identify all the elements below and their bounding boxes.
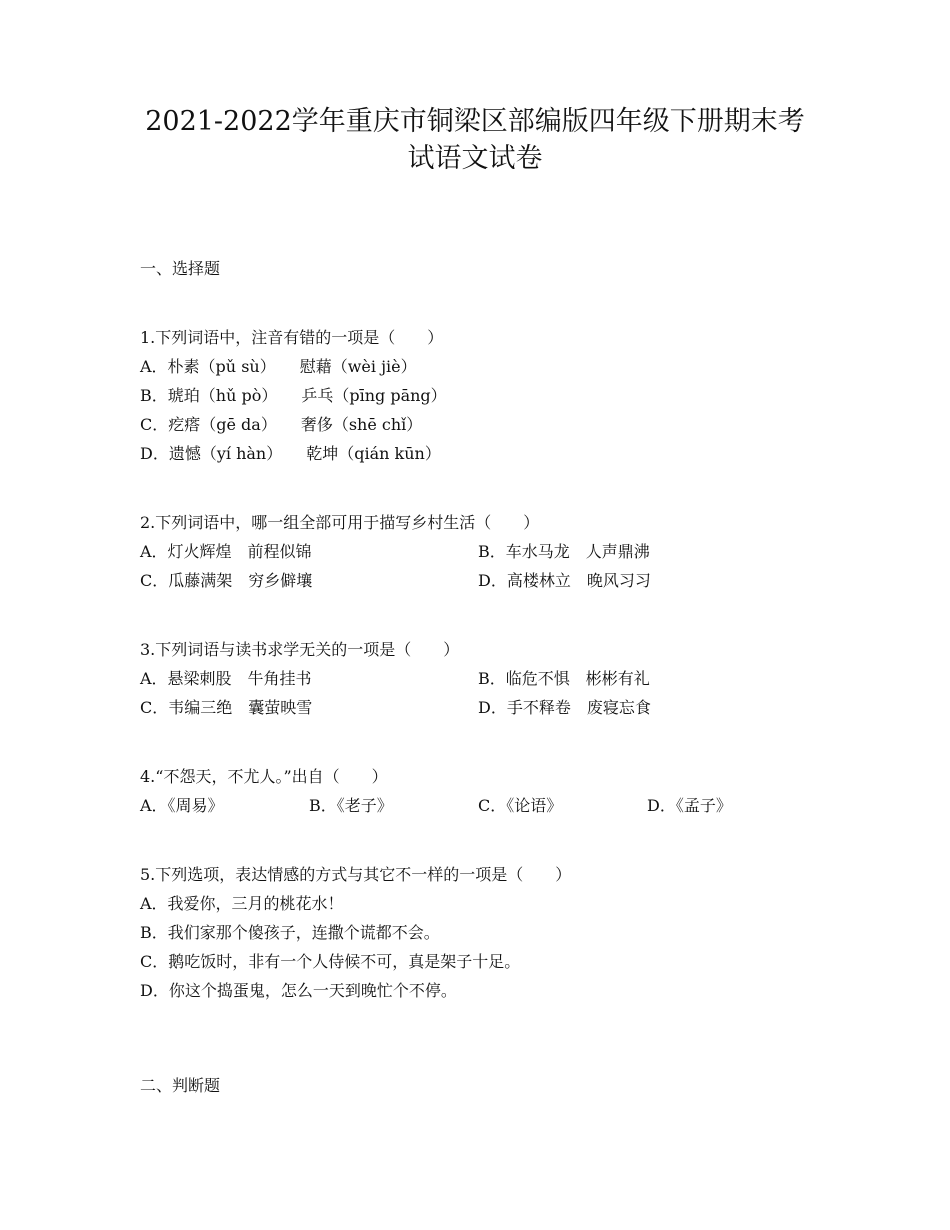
section-heading-choice: 一、选择题 — [140, 259, 221, 278]
question-3-option-a: A．悬梁刺股 牛角挂书 — [140, 669, 312, 688]
section-heading-judgement: 二、判断题 — [140, 1076, 221, 1095]
question-4-option-a: A．《周易》 — [140, 796, 224, 815]
question-5-option-a: A．我爱你，三月的桃花水！ — [140, 894, 344, 913]
question-4-option-c: C．《论语》 — [478, 796, 563, 815]
question-4-option-b: B．《老子》 — [309, 796, 393, 815]
question-5-stem: 5.下列选项，表达情感的方式与其它不一样的一项是（ ） — [140, 865, 572, 884]
question-4-stem: 4.“不怨天，不尤人。”出自（ ） — [140, 767, 388, 786]
question-1-option-c: C．疙瘩（gē da） 奢侈（shē chǐ） — [140, 415, 423, 434]
question-3-option-b: B．临危不惧 彬彬有礼 — [478, 669, 650, 688]
question-5-option-c: C．鹅吃饭时，非有一个人侍候不可，真是架子十足。 — [140, 952, 521, 971]
document-title-line-1: 2021-2022学年重庆市铜梁区部编版四年级下册期末考 — [145, 106, 805, 137]
document-title-line-2: 试语文试卷 — [407, 143, 543, 174]
question-1-stem: 1.下列词语中，注音有错的一项是（ ） — [140, 328, 444, 347]
question-2-option-c: C．瓜藤满架 穷乡僻壤 — [140, 571, 313, 590]
question-5-option-b: B．我们家那个傻孩子，连撒个谎都不会。 — [140, 923, 440, 942]
question-5-option-d: D．你这个捣蛋鬼，怎么一天到晚忙个不停。 — [140, 981, 457, 1000]
question-2-option-d: D．高楼林立 晚风习习 — [478, 571, 651, 590]
question-2-option-a: A．灯火辉煌 前程似锦 — [140, 542, 312, 561]
question-4-option-d: D．《孟子》 — [647, 796, 732, 815]
question-2-option-b: B．车水马龙 人声鼎沸 — [478, 542, 650, 561]
question-1-option-d: D．遗憾（yí hàn） 乾坤（qián kūn） — [140, 444, 441, 463]
question-1-option-b: B．琥珀（hǔ pò） 乒乓（pīng pāng） — [140, 386, 447, 405]
question-3-option-d: D．手不释卷 废寝忘食 — [478, 698, 651, 717]
question-3-stem: 3.下列词语与读书求学无关的一项是（ ） — [140, 640, 460, 659]
question-2-stem: 2.下列词语中，哪一组全部可用于描写乡村生活（ ） — [140, 513, 540, 532]
question-1-option-a: A．朴素（pǔ sù） 慰藉（wèi jiè） — [140, 357, 417, 376]
question-3-option-c: C．韦编三绝 囊萤映雪 — [140, 698, 313, 717]
